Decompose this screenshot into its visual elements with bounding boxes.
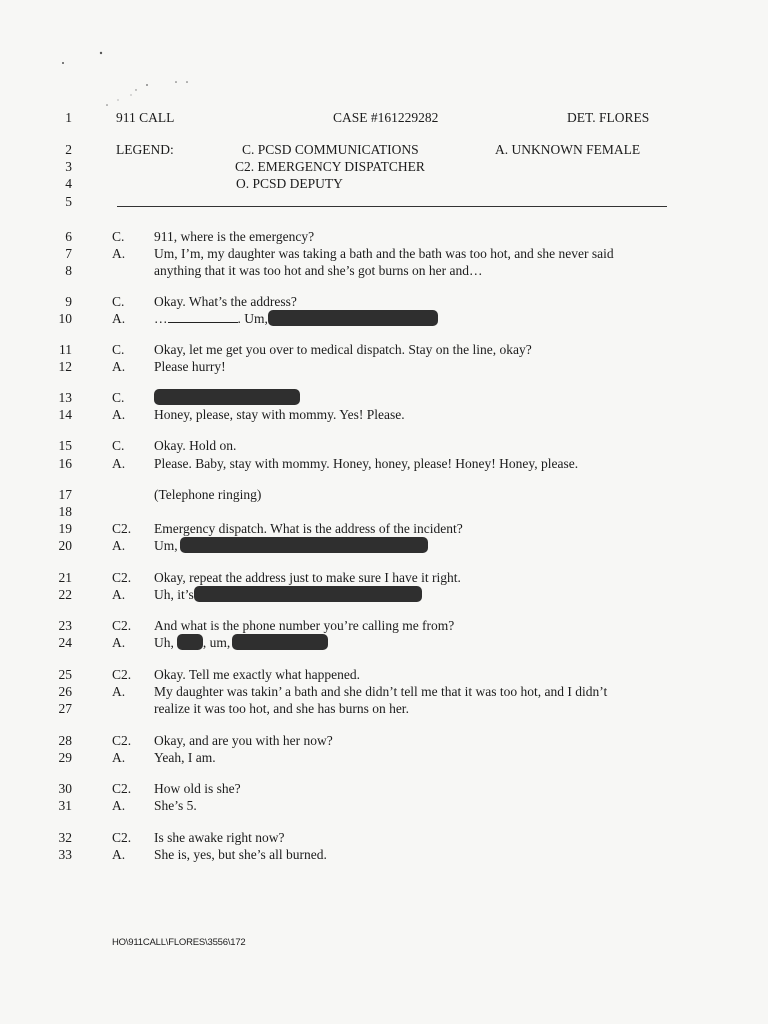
utterance-text: Um, [154, 538, 178, 553]
speaker: A. [112, 538, 126, 553]
redaction-bar [154, 389, 300, 405]
redaction-bar [177, 634, 203, 650]
utterance: Please. Baby, stay with mommy. Honey, honey, please! Honey! Honey, please. [154, 456, 579, 471]
utterance [154, 634, 328, 651]
utterance-text: … [154, 311, 168, 326]
line-number: 17 [58, 487, 72, 502]
speaker: A. [112, 750, 126, 765]
line-number: 11 [59, 342, 72, 357]
line-number: 33 [58, 847, 72, 862]
utterance: Okay, and are you with her now? [154, 733, 333, 748]
line-number: 2 [65, 142, 72, 157]
line-number: 32 [58, 830, 72, 845]
utterance-text: Uh, it’s [154, 587, 194, 602]
file-path-footer: HO\911CALL\FLORES\3556\172 [112, 937, 246, 948]
speaker: A. [112, 684, 126, 699]
line-number: 25 [58, 667, 72, 682]
document-title: 911 CALL [116, 110, 175, 125]
line-number: 26 [58, 684, 72, 699]
speaker: C2. [112, 521, 132, 536]
utterance: My daughter was takin’ a bath and she didn’t tell me that it was too hot, and I didn’t [154, 684, 608, 699]
speaker: A. [112, 587, 126, 602]
scan-specks [0, 0, 768, 120]
line-number: 1 [65, 110, 72, 125]
redaction-bar [268, 310, 438, 326]
speaker: C. [112, 390, 125, 405]
line-number: 13 [58, 390, 72, 405]
utterance: anything that it was too hot and she’s got burns on her and… [154, 263, 483, 278]
case-number: CASE #161229282 [333, 110, 439, 125]
line-number: 12 [58, 359, 72, 374]
utterance: Emergency dispatch. What is the address of the incident? [154, 521, 463, 536]
utterance [154, 310, 438, 327]
line-number: 14 [58, 407, 72, 422]
line-number: 18 [58, 504, 72, 519]
legend-item: C2. EMERGENCY DISPATCHER [235, 159, 425, 174]
utterance: Okay. Hold on. [154, 438, 237, 453]
legend-item: A. UNKNOWN FEMALE [495, 142, 641, 157]
utterance: How old is she? [154, 781, 241, 796]
line-number: 28 [58, 733, 72, 748]
speaker: A. [112, 407, 126, 422]
line-number: 30 [58, 781, 72, 796]
speaker: A. [112, 635, 126, 650]
line-number: 9 [65, 294, 72, 309]
detective-name: DET. FLORES [567, 110, 650, 125]
line-number: 21 [58, 570, 72, 585]
utterance: She is, yes, but she’s all burned. [154, 847, 327, 862]
utterance: Okay. Tell me exactly what happened. [154, 667, 360, 682]
speaker: A. [112, 798, 126, 813]
utterance: Okay, let me get you over to medical dispatch. Stay on the line, okay? [154, 342, 532, 357]
line-number: 15 [58, 438, 72, 453]
redaction-bar [232, 634, 328, 650]
line-number: 16 [58, 456, 72, 471]
legend-item: O. PCSD DEPUTY [236, 176, 343, 191]
utterance: 911, where is the emergency? [154, 229, 315, 244]
blank-line [168, 310, 238, 323]
speaker: C2. [112, 570, 132, 585]
utterance: Okay. What’s the address? [154, 294, 297, 309]
utterance [154, 389, 300, 406]
speaker: A. [112, 359, 126, 374]
utterance: Okay, repeat the address just to make sure I have it right. [154, 570, 461, 585]
line-number: 22 [58, 587, 72, 602]
speaker: C. [112, 294, 125, 309]
line-number: 24 [58, 635, 72, 650]
divider [117, 206, 667, 207]
speaker: C. [112, 438, 125, 453]
utterance-text: , um, [202, 635, 231, 650]
utterance-text: Uh, [154, 635, 174, 650]
utterance: Honey, please, stay with mommy. Yes! Please. [154, 407, 405, 422]
legend-label: LEGEND: [116, 142, 174, 157]
speaker: C2. [112, 733, 132, 748]
utterance: (Telephone ringing) [154, 487, 262, 502]
line-number: 6 [65, 229, 72, 244]
line-number: 29 [58, 750, 72, 765]
line-number: 19 [58, 521, 72, 536]
utterance: And what is the phone number you’re calling me from? [154, 618, 455, 633]
utterance: realize it was too hot, and she has burns on her. [154, 701, 409, 716]
speaker: C2. [112, 781, 132, 796]
line-number: 20 [58, 538, 72, 553]
speaker: C. [112, 342, 125, 357]
redaction-bar [194, 586, 422, 602]
line-number: 8 [65, 263, 72, 278]
line-number: 4 [65, 176, 72, 191]
speaker: A. [112, 847, 126, 862]
line-number: 31 [58, 798, 72, 813]
speaker: C. [112, 229, 125, 244]
utterance: She’s 5. [154, 798, 197, 813]
speaker: C2. [112, 830, 132, 845]
utterance: Is she awake right now? [154, 830, 285, 845]
line-number: 7 [65, 246, 72, 261]
line-number: 27 [58, 701, 72, 716]
utterance [154, 586, 422, 603]
line-number: 5 [65, 194, 72, 209]
line-number: 23 [58, 618, 72, 633]
speaker: C2. [112, 667, 132, 682]
utterance [154, 537, 428, 554]
legend-item: C. PCSD COMMUNICATIONS [242, 142, 419, 157]
redaction-bar [180, 537, 428, 553]
speaker: A. [112, 456, 126, 471]
line-number: 10 [58, 311, 72, 326]
utterance-text: . Um, [237, 311, 268, 326]
speaker: A. [112, 246, 126, 261]
utterance: Yeah, I am. [154, 750, 216, 765]
utterance: Um, I’m, my daughter was taking a bath and the bath was too hot, and she never said [154, 246, 614, 261]
line-number: 3 [65, 159, 72, 174]
speaker: A. [112, 311, 126, 326]
speaker: C2. [112, 618, 132, 633]
utterance: Please hurry! [154, 359, 226, 374]
